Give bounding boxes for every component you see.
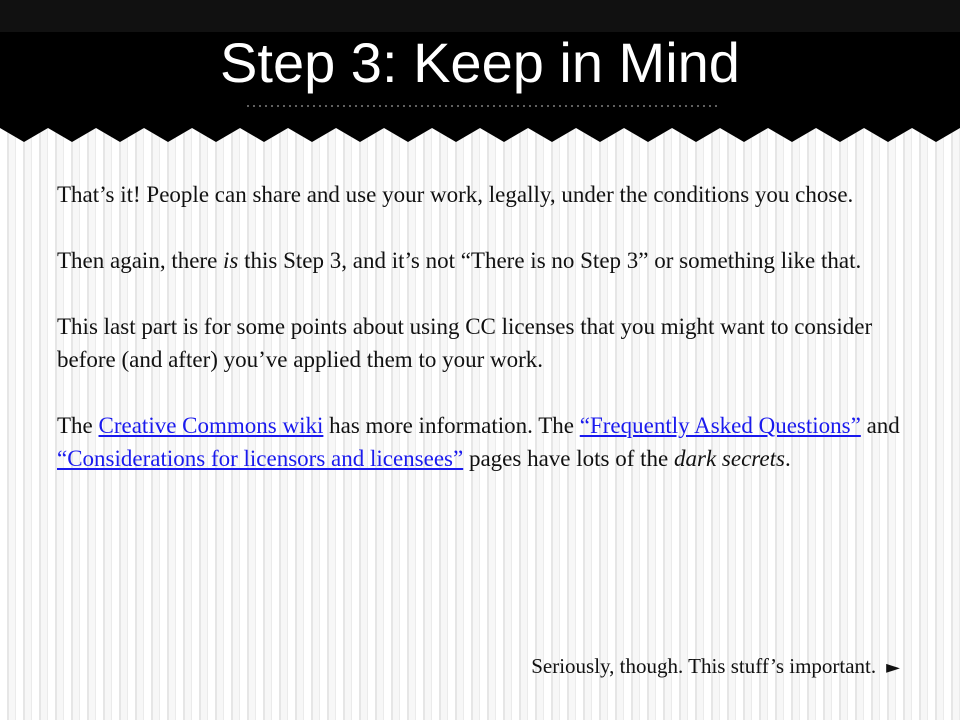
slide-body: [57, 178, 907, 508]
paragraph-intro-text: That’s it! People can share and use your work, legally, under the conditions you chose.: [57, 182, 854, 207]
slide-title: Step 3: Keep in Mind: [220, 31, 740, 94]
paragraph-resources-text-c: and: [860, 413, 900, 438]
paragraph-resources-text-a: The: [57, 413, 99, 438]
considerations-link[interactable]: “Considerations for licensors and licensees”: [57, 446, 464, 471]
paragraph-resources-text-b: has more information. The: [323, 413, 580, 438]
paragraph-resources: [57, 409, 907, 475]
paragraph-resources-text-d: pages have lots of the: [463, 446, 674, 471]
faq-link[interactable]: “Frequently Asked Questions”: [579, 413, 861, 438]
slide-header: [0, 0, 960, 145]
paragraph-step3-text-b: this Step 3, and it’s not “There is no Step 3” or something like that.: [238, 248, 862, 273]
footer-note: [531, 652, 900, 682]
next-arrow-icon[interactable]: ►: [886, 657, 900, 678]
paragraph-points: [57, 310, 907, 376]
title-dotted-rule: [245, 105, 720, 107]
emphasis-is: is: [223, 248, 239, 273]
paragraph-points-text: This last part is for some points about using CC licenses that you might want to consider before (and after) you’ve applied them to your work.: [57, 314, 873, 372]
creative-commons-wiki-link[interactable]: Creative Commons wiki: [98, 413, 324, 438]
emphasis-dark-secrets: dark secrets: [674, 446, 785, 471]
paragraph-intro: [57, 178, 907, 211]
footer-note-text: Seriously, though. This stuff’s important.: [531, 654, 877, 678]
paragraph-step3-text-a: Then again, there: [57, 248, 224, 273]
paragraph-resources-text-e: .: [784, 446, 791, 471]
paragraph-step3: [57, 244, 907, 277]
